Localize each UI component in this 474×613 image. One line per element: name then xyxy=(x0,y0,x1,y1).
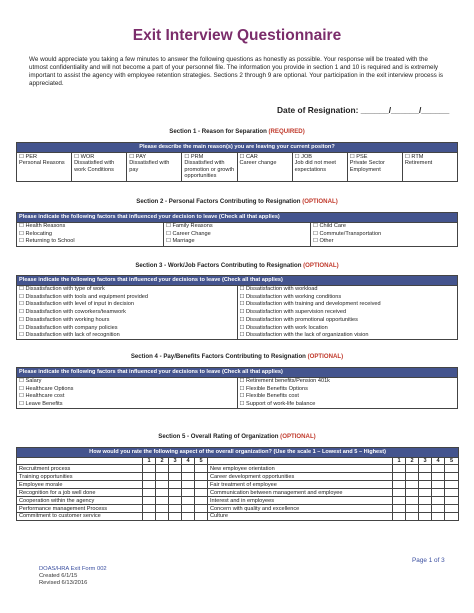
table-row xyxy=(17,497,459,505)
intro-paragraph: We would appreciate you taking a few minutes to answer the following questions as honestly as possible. Your response will be treated with the utmost confidentiality and will not become a part of your personnel file. The information you provide in section 1 and 10 is required and is extremely important to assist the agency with employee retention strategies. Sections 2 through 9 are optional. Your participation in the exit interview process is appreciated. xyxy=(29,56,444,88)
footer-created: Created 6/1/15 xyxy=(39,573,78,579)
scale-spacer xyxy=(208,457,393,465)
section1-title xyxy=(0,128,474,135)
checkbox-icon[interactable]: ☐ xyxy=(19,401,25,408)
reason-code-text: PSE xyxy=(356,153,368,160)
checkbox-icon[interactable]: ☐ xyxy=(239,324,245,331)
section1-options-row xyxy=(17,152,458,181)
reason-code-text: CAR xyxy=(246,153,258,160)
table-row xyxy=(17,238,458,246)
section3-tag: (OPTIONAL) xyxy=(303,262,339,269)
reason-option-car[interactable] xyxy=(237,152,292,181)
work-factor-option-label: Dissatisfaction with lack of recognition xyxy=(25,332,120,339)
checkbox-icon[interactable]: ☐ xyxy=(166,223,172,230)
rating-cell[interactable] xyxy=(143,465,156,473)
table-row xyxy=(17,481,459,489)
work-factor-option[interactable] xyxy=(237,316,458,324)
rating-cell[interactable] xyxy=(419,473,432,481)
work-factor-option-label: Dissatisfaction with type of work xyxy=(25,286,105,293)
work-factor-option[interactable] xyxy=(17,309,238,317)
page-number: Page 1 of 3 xyxy=(412,557,445,564)
section2-header: Please indicate the following factors that influenced your decision to leave (Check all that applies) xyxy=(17,213,458,223)
rating-cell[interactable] xyxy=(143,513,156,521)
section2-table xyxy=(16,212,458,247)
personal-factor-option[interactable] xyxy=(311,230,458,238)
rating-cell[interactable] xyxy=(182,513,195,521)
section5-header: How would you rate the following aspect of the overall organization? (Use the scale 1 – Lowest and 5 – Highest) xyxy=(17,448,459,458)
checkbox-icon[interactable]: ☐ xyxy=(19,378,25,385)
checkbox-icon[interactable]: ☐ xyxy=(19,385,25,392)
checkbox-icon[interactable]: ☐ xyxy=(239,385,245,392)
section3-header: Please indicate the following factors that influenced your decisions to leave (Check all that applies) xyxy=(17,276,458,286)
reason-option-wor[interactable] xyxy=(72,152,127,181)
rating-cell[interactable] xyxy=(432,513,445,521)
section5-table xyxy=(16,447,459,521)
reason-description: Dissatisfied with work Conditions xyxy=(74,160,115,173)
pay-factor-option-label: Leave Benefits xyxy=(25,401,63,408)
pay-factor-option[interactable] xyxy=(17,385,238,393)
rating-cell[interactable] xyxy=(169,513,182,521)
rating-item-label: Cooperation within the agency xyxy=(17,497,143,505)
table-row xyxy=(17,401,458,409)
table-row xyxy=(17,324,458,332)
rating-cell[interactable] xyxy=(143,505,156,513)
rating-cell[interactable] xyxy=(406,473,419,481)
section4-table xyxy=(16,367,458,409)
rating-item-label: Commitment to customer service xyxy=(17,513,143,521)
section3-table xyxy=(16,275,458,340)
rating-cell[interactable] xyxy=(195,473,208,481)
checkbox-icon[interactable]: ☐ xyxy=(19,223,25,230)
checkbox-icon[interactable]: ☐ xyxy=(239,286,245,293)
reason-code-text: PRM xyxy=(190,153,204,160)
rating-item-label: Culture xyxy=(208,513,393,521)
reason-description: Job did not meet expectations xyxy=(294,160,336,173)
rating-cell[interactable] xyxy=(432,497,445,505)
rating-cell[interactable] xyxy=(156,473,169,481)
rating-cell[interactable] xyxy=(432,505,445,513)
reason-code-text: PAY xyxy=(135,153,147,160)
rating-cell[interactable] xyxy=(419,513,432,521)
table-row xyxy=(17,513,459,521)
rating-cell[interactable] xyxy=(393,465,406,473)
rating-cell[interactable] xyxy=(156,481,169,489)
rating-cell[interactable] xyxy=(445,473,459,481)
checkbox-icon[interactable]: ☐ xyxy=(19,301,25,308)
checkbox-icon[interactable]: ☐ xyxy=(239,293,245,300)
reason-code-text: RTM xyxy=(411,153,424,160)
table-row xyxy=(17,332,458,340)
personal-factor-option[interactable] xyxy=(311,238,458,246)
scale-number: 5 xyxy=(195,457,208,465)
rating-cell[interactable] xyxy=(143,473,156,481)
reason-description: Dissatisfied with pay xyxy=(129,160,170,173)
pay-factor-option-label: Healthcare cost xyxy=(25,393,65,400)
rating-cell[interactable] xyxy=(445,497,459,505)
reason-description: Private Sector Employment xyxy=(349,160,385,173)
rating-cell[interactable] xyxy=(445,505,459,513)
table-row xyxy=(17,377,458,385)
pay-factor-option-label: Healthcare Options xyxy=(25,385,74,392)
work-factor-option-label: Dissatisfaction with coworkers/teamwork xyxy=(25,309,126,316)
personal-factor-option-label: Child Care xyxy=(319,223,346,230)
rating-cell[interactable] xyxy=(156,489,169,497)
rating-cell[interactable] xyxy=(406,481,419,489)
rating-cell[interactable] xyxy=(143,481,156,489)
rating-cell[interactable] xyxy=(182,489,195,497)
checkbox-icon[interactable]: ☐ xyxy=(19,238,25,245)
personal-factor-option[interactable] xyxy=(17,238,164,246)
rating-cell[interactable] xyxy=(445,513,459,521)
rating-cell[interactable] xyxy=(182,473,195,481)
rating-cell[interactable] xyxy=(406,489,419,497)
pay-factor-option[interactable] xyxy=(17,393,238,401)
rating-item-label: Career development opportunities xyxy=(208,473,393,481)
pay-factor-option-label: Support of work-life balance xyxy=(246,401,316,408)
section1-tag: (REQUIRED) xyxy=(268,128,305,135)
checkbox-icon[interactable]: ☐ xyxy=(404,153,410,160)
personal-factor-option[interactable] xyxy=(164,230,311,238)
rating-cell[interactable] xyxy=(445,481,459,489)
checkbox-icon[interactable]: ☐ xyxy=(239,316,245,323)
rating-cell[interactable] xyxy=(406,497,419,505)
personal-factor-option[interactable] xyxy=(164,238,311,246)
pay-factor-option[interactable] xyxy=(237,393,458,401)
rating-item-label: New employee orientation xyxy=(208,465,393,473)
rating-cell[interactable] xyxy=(432,489,445,497)
rating-item-label: Communication between management and employee xyxy=(208,489,393,497)
work-factor-option[interactable] xyxy=(17,301,238,309)
pay-factor-option[interactable] xyxy=(237,377,458,385)
rating-cell[interactable] xyxy=(169,505,182,513)
section5-tag: (OPTIONAL) xyxy=(280,433,316,440)
reason-option-per[interactable] xyxy=(17,152,72,181)
rating-cell[interactable] xyxy=(156,465,169,473)
work-factor-option[interactable] xyxy=(237,332,458,340)
table-row xyxy=(17,316,458,324)
rating-item-label: Concern with quality and excellence xyxy=(208,505,393,513)
personal-factor-option-label: Relocating xyxy=(25,230,52,237)
reason-option-job[interactable] xyxy=(292,152,347,181)
checkbox-icon[interactable]: ☐ xyxy=(239,378,245,385)
work-factor-option[interactable] xyxy=(237,285,458,293)
checkbox-icon[interactable]: ☐ xyxy=(19,393,25,400)
footer-form-id: DOAS/HRA Exit Form 002 xyxy=(39,566,107,572)
rating-cell[interactable] xyxy=(419,465,432,473)
section3-title-text: Section 3 - Work/Job Factors Contributing to Resignation xyxy=(135,262,302,269)
personal-factor-option-label: Family Reasons xyxy=(172,223,213,230)
rating-item-label: Training opportunities xyxy=(17,473,143,481)
rating-cell[interactable] xyxy=(393,513,406,521)
checkbox-icon[interactable]: ☐ xyxy=(19,286,25,293)
rating-cell[interactable] xyxy=(406,513,419,521)
scale-row xyxy=(17,457,459,465)
checkbox-icon[interactable]: ☐ xyxy=(239,393,245,400)
rating-cell[interactable] xyxy=(445,465,459,473)
table-row xyxy=(17,473,459,481)
reason-code-text: PER xyxy=(25,153,38,160)
rating-cell[interactable] xyxy=(393,481,406,489)
rating-cell[interactable] xyxy=(393,505,406,513)
rating-item-label: Employee morale xyxy=(17,481,143,489)
work-factor-option[interactable] xyxy=(17,332,238,340)
rating-cell[interactable] xyxy=(432,465,445,473)
table-row xyxy=(17,489,459,497)
rating-cell[interactable] xyxy=(195,481,208,489)
rating-cell[interactable] xyxy=(393,497,406,505)
table-row xyxy=(17,285,458,293)
section4-title-text: Section 4 - Pay/Benefits Factors Contributing to Resignation xyxy=(130,353,306,360)
rating-cell[interactable] xyxy=(406,505,419,513)
rating-cell[interactable] xyxy=(169,481,182,489)
rating-cell[interactable] xyxy=(182,497,195,505)
work-factor-option-label: Dissatisfaction with working hours xyxy=(25,316,110,323)
scale-number: 2 xyxy=(156,457,169,465)
checkbox-icon[interactable]: ☐ xyxy=(313,223,319,230)
reason-option-pay[interactable] xyxy=(127,152,182,181)
work-factor-option-label: Dissatisfaction with tools and equipment provided xyxy=(25,293,149,300)
rating-cell[interactable] xyxy=(445,489,459,497)
personal-factor-option-label: Returning to School xyxy=(25,238,75,245)
personal-factor-option[interactable] xyxy=(17,230,164,238)
work-factor-option[interactable] xyxy=(237,293,458,301)
rating-cell[interactable] xyxy=(195,465,208,473)
work-factor-option-label: Dissatisfaction with level of input in decision xyxy=(25,301,135,308)
rating-cell[interactable] xyxy=(195,497,208,505)
pay-factor-option-label: Salary xyxy=(25,378,42,385)
reason-option-rtm[interactable] xyxy=(402,152,457,181)
checkbox-icon[interactable]: ☐ xyxy=(349,153,355,160)
rating-cell[interactable] xyxy=(419,505,432,513)
work-factor-option-label: Dissatisfaction with working conditions xyxy=(246,293,342,300)
rating-cell[interactable] xyxy=(393,473,406,481)
checkbox-icon[interactable]: ☐ xyxy=(239,401,245,408)
pay-factor-option-label: Flexible Benefits Options xyxy=(246,385,308,392)
scale-spacer xyxy=(17,457,143,465)
checkbox-icon[interactable]: ☐ xyxy=(166,230,172,237)
rating-cell[interactable] xyxy=(169,489,182,497)
checkbox-icon[interactable]: ☐ xyxy=(19,153,25,160)
rating-cell[interactable] xyxy=(419,489,432,497)
pay-factor-option-label: Retirement benefits/Pension 401k xyxy=(246,378,330,385)
rating-item-label: Recognition for a job well done xyxy=(17,489,143,497)
rating-cell[interactable] xyxy=(195,513,208,521)
section1-table xyxy=(16,142,458,182)
rating-cell[interactable] xyxy=(393,489,406,497)
work-factor-option-label: Dissatisfaction with workload xyxy=(246,286,318,293)
date-of-resignation[interactable]: Date of Resignation: ______/______/______ xyxy=(277,105,450,115)
checkbox-icon[interactable]: ☐ xyxy=(19,316,25,323)
section3-title xyxy=(0,262,474,269)
rating-cell[interactable] xyxy=(406,465,419,473)
page-title: Exit Interview Questionnaire xyxy=(132,27,342,44)
checkbox-icon[interactable]: ☐ xyxy=(239,301,245,308)
work-factor-option-label: Dissatisfaction with promotional opportunities xyxy=(246,316,358,323)
rating-cell[interactable] xyxy=(169,473,182,481)
personal-factor-option[interactable] xyxy=(17,222,164,230)
work-factor-option-label: Dissatisfaction with work location xyxy=(246,324,328,331)
checkbox-icon[interactable]: ☐ xyxy=(239,309,245,316)
personal-factor-option[interactable] xyxy=(311,222,458,230)
checkbox-icon[interactable]: ☐ xyxy=(19,309,25,316)
pay-factor-option[interactable] xyxy=(17,377,238,385)
checkbox-icon[interactable]: ☐ xyxy=(166,238,172,245)
section4-tag: (OPTIONAL) xyxy=(307,353,344,360)
checkbox-icon[interactable]: ☐ xyxy=(19,230,25,237)
rating-cell[interactable] xyxy=(156,513,169,521)
reason-description: Career change xyxy=(239,160,277,166)
checkbox-icon[interactable]: ☐ xyxy=(239,153,245,160)
rating-cell[interactable] xyxy=(156,497,169,505)
work-factor-option[interactable] xyxy=(17,293,238,301)
rating-cell[interactable] xyxy=(432,481,445,489)
checkbox-icon[interactable]: ☐ xyxy=(294,153,300,160)
checkbox-icon[interactable]: ☐ xyxy=(239,332,245,339)
reason-option-prm[interactable] xyxy=(182,152,237,181)
work-factor-option-label: Dissatisfaction with company policies xyxy=(25,324,118,331)
section1-title-text: Section 1 - Reason for Separation xyxy=(169,128,267,135)
table-row xyxy=(17,293,458,301)
table-row xyxy=(17,385,458,393)
reason-description: Personal Reasons xyxy=(19,160,65,166)
rating-cell[interactable] xyxy=(182,465,195,473)
work-factor-option[interactable] xyxy=(17,316,238,324)
reason-code-text: WOR xyxy=(80,153,95,160)
table-row xyxy=(17,230,458,238)
rating-cell[interactable] xyxy=(169,465,182,473)
table-row xyxy=(17,393,458,401)
reason-description: Dissatisfied with promotion or growth opportunities xyxy=(184,160,235,179)
section5-title-text: Section 5 - Overall Rating of Organization xyxy=(158,433,279,440)
table-row xyxy=(17,505,459,513)
rating-item-label: Recruitment process xyxy=(17,465,143,473)
work-factor-option[interactable] xyxy=(237,309,458,317)
rating-cell[interactable] xyxy=(169,497,182,505)
pay-factor-option-label: Flexible Benefits cost xyxy=(246,393,299,400)
personal-factor-option-label: Other xyxy=(319,238,334,245)
rating-item-label: Performance management Process xyxy=(17,505,143,513)
section4-title xyxy=(0,353,474,360)
checkbox-icon[interactable]: ☐ xyxy=(313,238,319,245)
personal-factor-option-label: Health Reasons xyxy=(25,223,66,230)
rating-cell[interactable] xyxy=(143,489,156,497)
section2-title xyxy=(0,198,474,205)
rating-cell[interactable] xyxy=(419,497,432,505)
reason-option-pse[interactable] xyxy=(347,152,402,181)
checkbox-icon[interactable]: ☐ xyxy=(74,153,80,160)
scale-number: 2 xyxy=(406,457,419,465)
scale-number: 4 xyxy=(182,457,195,465)
table-row xyxy=(17,465,459,473)
work-factor-option-label: Dissatisfaction with the lack of organization vision xyxy=(246,332,369,339)
scale-number: 3 xyxy=(169,457,182,465)
footer xyxy=(39,566,107,587)
rating-cell[interactable] xyxy=(432,473,445,481)
section5-title xyxy=(0,433,474,440)
scale-number: 5 xyxy=(445,457,459,465)
rating-cell[interactable] xyxy=(182,505,195,513)
scale-number: 1 xyxy=(393,457,406,465)
scale-number: 4 xyxy=(432,457,445,465)
section2-title-text: Section 2 - Personal Factors Contributing to Resignation xyxy=(136,198,301,205)
rating-cell[interactable] xyxy=(195,489,208,497)
scale-number: 1 xyxy=(143,457,156,465)
checkbox-icon[interactable]: ☐ xyxy=(184,153,190,160)
rating-cell[interactable] xyxy=(419,481,432,489)
work-factor-option[interactable] xyxy=(237,301,458,309)
personal-factor-option[interactable] xyxy=(164,222,311,230)
section2-tag: (OPTIONAL) xyxy=(302,198,338,205)
rating-cell[interactable] xyxy=(143,497,156,505)
checkbox-icon[interactable]: ☐ xyxy=(19,293,25,300)
table-row xyxy=(17,301,458,309)
personal-factor-option-label: Career Change xyxy=(172,230,211,237)
checkbox-icon[interactable]: ☐ xyxy=(19,324,25,331)
personal-factor-option-label: Marriage xyxy=(172,238,195,245)
rating-cell[interactable] xyxy=(156,505,169,513)
scale-number: 3 xyxy=(419,457,432,465)
rating-cell[interactable] xyxy=(195,505,208,513)
work-factor-option[interactable] xyxy=(237,324,458,332)
work-factor-option-label: Dissatisfaction with training and development received xyxy=(246,301,381,308)
work-factor-option[interactable] xyxy=(17,285,238,293)
section1-header: Please describe the main reason(s) you are leaving your current positon? xyxy=(17,143,458,153)
reason-description: Retirement xyxy=(404,160,433,166)
table-row xyxy=(17,222,458,230)
reason-code-text: JOB xyxy=(301,153,313,160)
pay-factor-option[interactable] xyxy=(237,401,458,409)
pay-factor-option[interactable] xyxy=(237,385,458,393)
work-factor-option[interactable] xyxy=(17,324,238,332)
rating-item-label: Interest and in employees xyxy=(208,497,393,505)
checkbox-icon[interactable]: ☐ xyxy=(313,230,319,237)
section4-header: Please indicate the following factors that influenced your decisions to leave (Check all that applies) xyxy=(17,368,458,378)
table-row xyxy=(17,309,458,317)
checkbox-icon[interactable]: ☐ xyxy=(129,153,135,160)
footer-revised: Revised 6/13/2016 xyxy=(39,580,88,586)
checkbox-icon[interactable]: ☐ xyxy=(19,332,25,339)
rating-cell[interactable] xyxy=(182,481,195,489)
work-factor-option-label: Dissatisfaction with supervision received xyxy=(246,309,347,316)
pay-factor-option[interactable] xyxy=(17,401,238,409)
personal-factor-option-label: Commute/Transportation xyxy=(319,230,382,237)
rating-item-label: Fair treatment of employee xyxy=(208,481,393,489)
